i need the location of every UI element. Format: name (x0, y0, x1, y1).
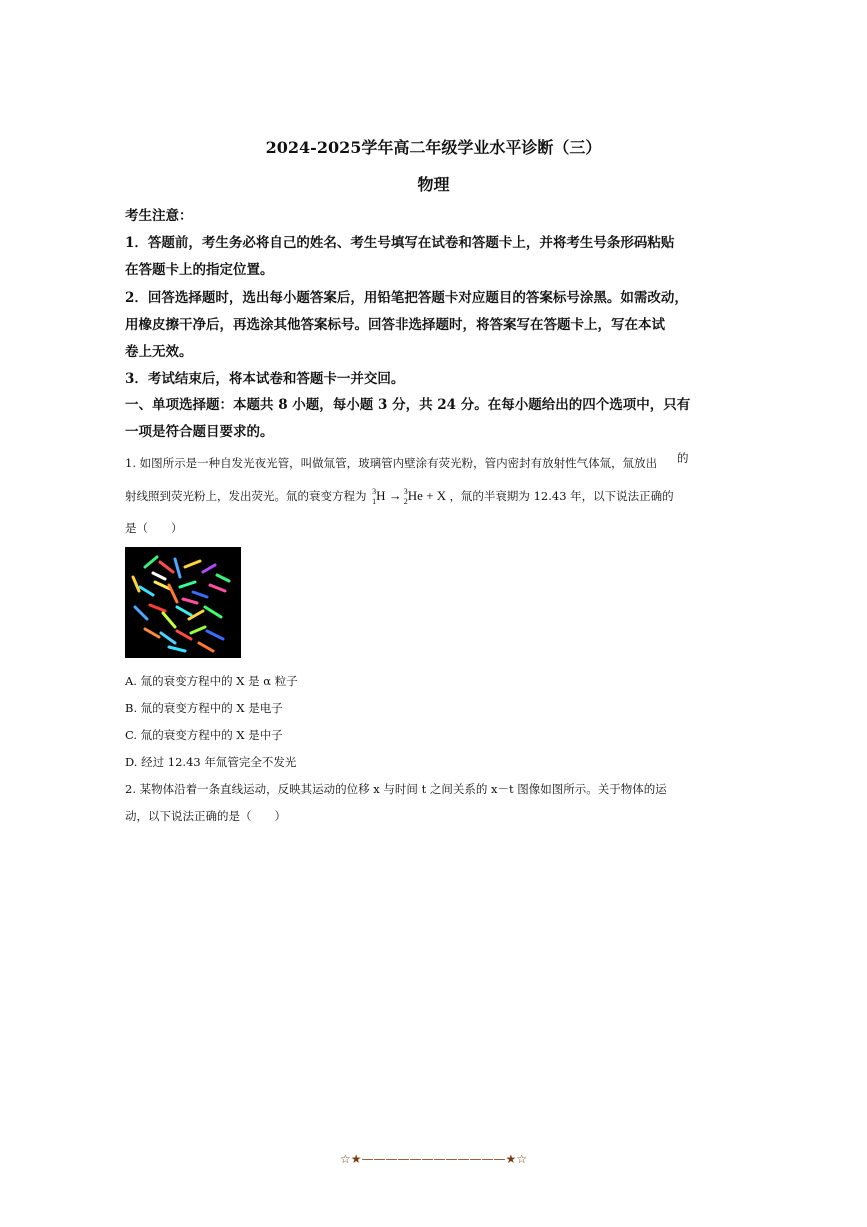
section-heading-line-2: 一项是符合题目要求的。 (125, 424, 274, 440)
q1-option-d: D. 经过 12.43 年氚管完全不发光 (125, 755, 297, 769)
q1-text-line-2 (125, 488, 674, 504)
q1-option-a: A. 氚的衰变方程中的 X 是 α 粒子 (125, 674, 298, 688)
q2-text-line-1: 2. 某物体沿着一条直线运动，反映其运动的位移 x 与时间 t 之间关系的 x－t 图像如图所示。关于物体的运 (125, 782, 667, 796)
notice-heading: 考生注意： (125, 208, 193, 224)
notice-item-2-line-1: 2．回答选择题时，选出每小题答案后，用铅笔把答题卡对应题目的答案标号涂黑。如需改动， (125, 290, 688, 306)
q1-line-2-prefix: 射线照到荧光粉上，发出荧光。氚的衰变方程为 (125, 489, 367, 503)
arrow-symbol: → (388, 488, 402, 503)
he-mass-number: 3 (403, 487, 408, 496)
q1-text-line-1-tail: 的 (677, 451, 689, 465)
h-symbol: H (376, 488, 386, 503)
subject-title: 物理 (417, 175, 450, 194)
decay-equation (370, 487, 449, 506)
h-mass-number: 3 (372, 487, 377, 496)
notice-item-1-line-1: 1．答题前，考生务必将自己的姓名、考生号填写在试卷和答题卡上，并将考生号条形码粘贴 (125, 235, 675, 251)
q1-line-2-suffix: ，氚的半衰期为 12.43 年，以下说法正确的 (449, 489, 674, 503)
notice-item-2-line-3: 卷上无效。 (125, 344, 193, 360)
he-atomic-number: 2 (403, 497, 408, 506)
h-atomic-number: 1 (372, 497, 377, 506)
tritium-tubes-image (125, 547, 241, 658)
notice-item-3: 3．考试结束后，将本试卷和答题卡一并交回。 (125, 371, 405, 387)
q1-text-line-1: 1. 如图所示是一种自发光夜光管，叫做氚管，玻璃管内壁涂有荧光粉，管内密封有放射性气体氚，氚放出 (125, 456, 658, 470)
he-symbol: He + X (407, 488, 447, 503)
exam-title: 2024-2025学年高二年级学业水平诊断（三） (265, 138, 602, 157)
q1-text-line-3: 是（ ） (125, 521, 183, 535)
notice-item-2-line-2: 用橡皮擦干净后，再选涂其他答案标号。回答非选择题时，将答案写在答题卡上，写在本试 (125, 317, 665, 333)
q1-option-c: C. 氚的衰变方程中的 X 是中子 (125, 728, 283, 742)
page-footer-decoration: ☆★————————————★☆ (339, 1152, 528, 1166)
notice-item-1-line-2: 在答题卡上的指定位置。 (125, 262, 274, 278)
q2-text-line-2: 动，以下说法正确的是（ ） (125, 809, 286, 823)
q1-option-b: B. 氚的衰变方程中的 X 是电子 (125, 701, 283, 715)
tritium-tubes-illustration (125, 547, 241, 658)
section-heading-line-1: 一、单项选择题：本题共 8 小题，每小题 3 分，共 24 分。在每小题给出的四个选项中，只有 (125, 397, 691, 413)
